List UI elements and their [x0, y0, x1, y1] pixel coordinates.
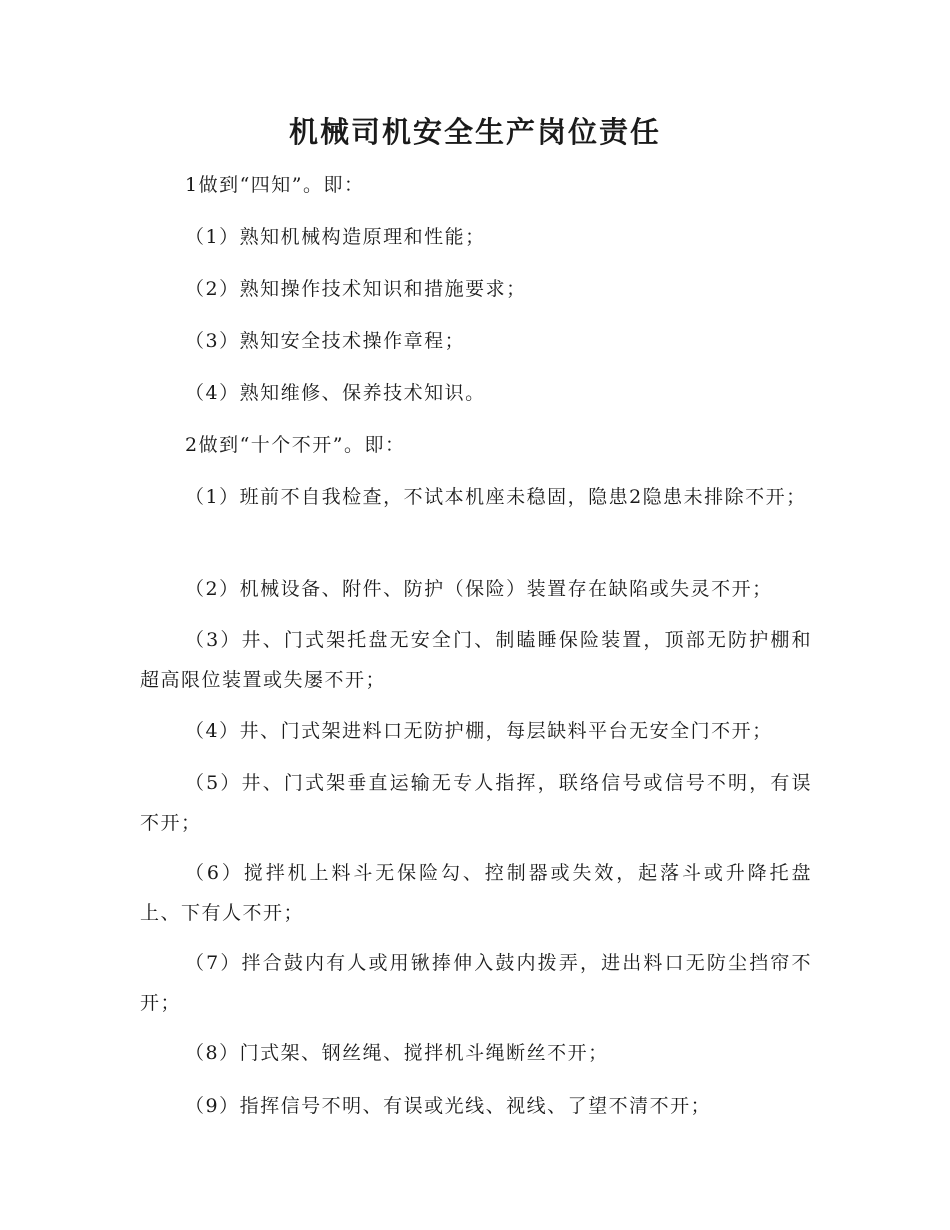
document-title: 机械司机安全生产岗位责任 [288, 115, 661, 149]
paragraph-item: （7）拌合鼓内有人或用锹捧伸入鼓内拨弄，进出料口无防尘挡帘不开； [140, 952, 812, 1014]
paragraph-item: （4）井、门式架进料口无防护棚，每层缺料平台无安全门不开； [185, 720, 773, 742]
paragraph-item: （8）门式架、钢丝绳、搅拌机斗绳断丝不开； [185, 1042, 609, 1064]
paragraph-item: （2）熟知操作技术知识和措施要求； [185, 278, 527, 300]
paragraph-ten-no-operate-heading: 2做到“十个不开”。即： [185, 434, 406, 456]
paragraph-item: （2）机械设备、附件、防护（保险）装置存在缺陷或失灵不开； [185, 578, 773, 600]
paragraph-four-knows-heading: 1做到“四知”。即： [185, 174, 365, 196]
paragraph-item: （3）熟知安全技术操作章程； [185, 330, 466, 352]
paragraph-item: （9）指挥信号不明、有误或光线、视线、了望不清不开； [185, 1095, 712, 1117]
paragraph-item: （3）井、门式架托盘无安全门、制瞌睡保险装置，顶部无防护棚和超高限位装置或失屡不开； [140, 629, 812, 691]
paragraph-item: （5）井、门式架垂直运输无专人指挥，联络信号或信号不明，有误不开； [140, 772, 812, 834]
paragraph-item: （4）熟知维修、保养技术知识。 [185, 382, 486, 404]
paragraph-item: （1）熟知机械构造原理和性能； [185, 226, 486, 248]
paragraph-item: （1）班前不自我检查，不试本机座未稳固，隐患2隐患未排除不开； [185, 486, 807, 508]
paragraph-item: （6）搅拌机上料斗无保险勾、控制器或失效，起落斗或升降托盘上、下有人不开； [140, 862, 812, 924]
